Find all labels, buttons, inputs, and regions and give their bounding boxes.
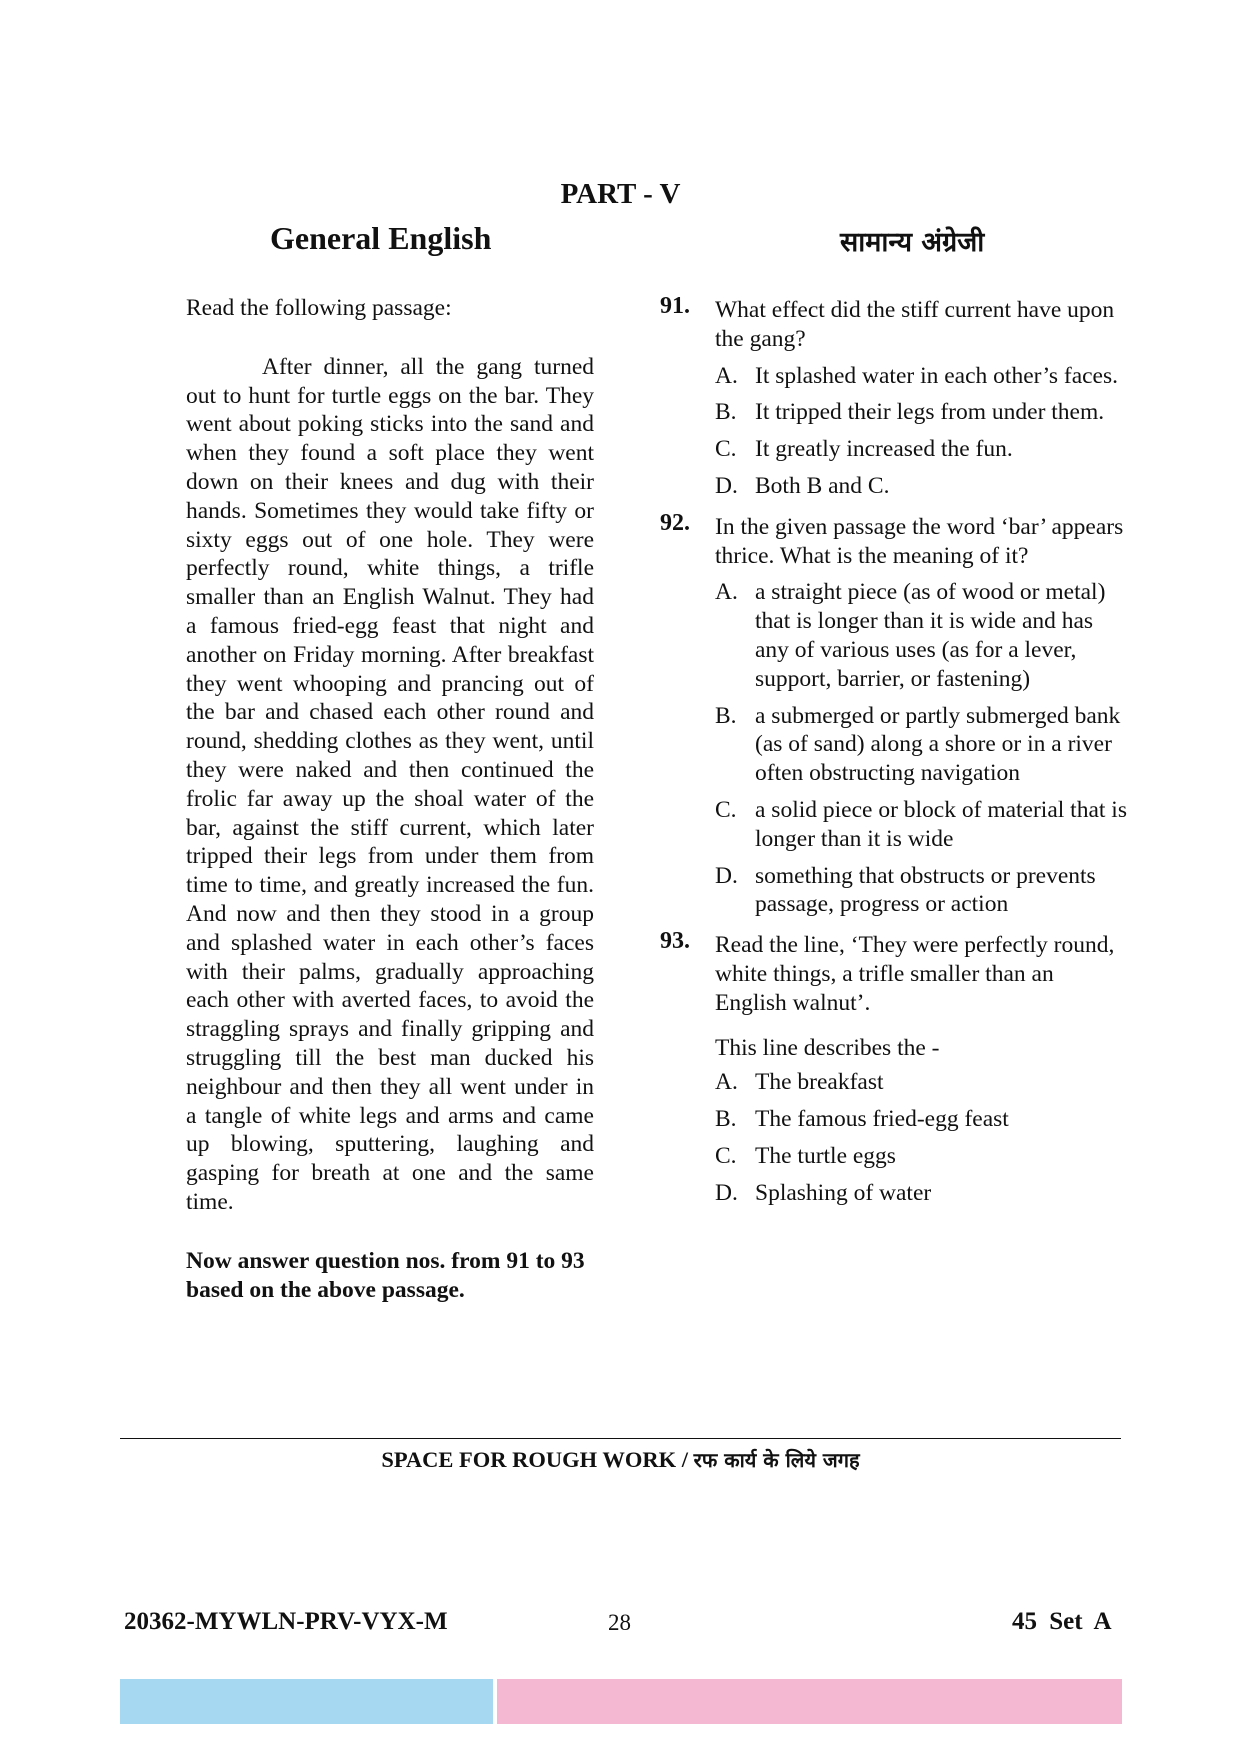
question-91 bbox=[660, 293, 1130, 501]
option-letter: A. bbox=[715, 1069, 738, 1096]
page-number: 28 bbox=[608, 1610, 631, 1635]
option-letter: D. bbox=[715, 1179, 738, 1206]
option-d bbox=[715, 1179, 1130, 1208]
question-number: 93. bbox=[660, 928, 690, 955]
question-93 bbox=[660, 928, 1130, 1207]
option-text: It splashed water in each other’s faces. bbox=[755, 362, 1119, 389]
option-letter: A. bbox=[715, 579, 738, 606]
option-b bbox=[715, 1105, 1130, 1134]
option-letter: D. bbox=[715, 472, 738, 499]
option-c bbox=[715, 1142, 1130, 1171]
section-heading-hindi: सामान्य अंग्रेजी bbox=[840, 227, 985, 258]
option-c bbox=[715, 796, 1130, 854]
passage-text: After dinner, all the gang turned out to hunt for turtle eggs on the bar. They went about poking sticks into the sand and when they found a soft place they went down on their knees and dug with their hands. Sometimes they would take fifty or sixty eggs out of one hole. They were perfectly round, white things, a trifle smaller than an English Walnut. They had a famous fried-egg feast that night and another on Friday morning. After breakfast they went whooping and prancing out of the bar and chased each other round and round, shedding clothes as they went, until they were naked and then continued the frolic far away up the shoal water of the bar, against the stiff current, which later tripped their legs from under them from time to time, and greatly increased the fun. And now and then they stood in a group and splashed water in each other’s faces with their palms, gradually approaching each other with averted faces, to avoid the straggling sprays and finally gripping and struggling till the best man ducked his neighbour and then they all went under in a tangle of white legs and arms and came up blowing, sputtering, laughing and gasping for breath at one and the same time. bbox=[186, 353, 594, 1215]
question-number: 92. bbox=[660, 509, 690, 536]
option-text: It tripped their legs from under them. bbox=[755, 399, 1105, 426]
option-letter: B. bbox=[715, 1106, 737, 1133]
option-text: Splashing of water bbox=[755, 1179, 932, 1206]
question-92 bbox=[660, 509, 1130, 919]
color-bar-pink bbox=[497, 1679, 1122, 1724]
option-text: a submerged or partly submerged bank (as of sand) along a shore or in a river often obstructing navigation bbox=[755, 702, 1121, 787]
option-letter: C. bbox=[715, 1142, 737, 1169]
divider bbox=[120, 1438, 1121, 1439]
questions-column bbox=[660, 293, 1130, 1220]
option-text: a straight piece (as of wood or metal) that is longer than it is wide and has any of various uses (as for a lever, support, barrier, or fastening) bbox=[755, 579, 1106, 692]
option-letter: A. bbox=[715, 362, 738, 389]
set-label: 45 Set A bbox=[1012, 1608, 1112, 1635]
option-text: a solid piece or block of material that is longer than it is wide bbox=[755, 796, 1127, 852]
option-text: Both B and C. bbox=[755, 472, 890, 499]
part-title: PART - V bbox=[560, 178, 681, 210]
option-letter: B. bbox=[715, 399, 737, 426]
option-a bbox=[715, 362, 1130, 391]
option-letter: D. bbox=[715, 862, 738, 889]
option-a bbox=[715, 1068, 1130, 1097]
option-text: The turtle eggs bbox=[755, 1142, 896, 1169]
question-text: What effect did the stiff current have upon the gang? bbox=[715, 297, 1115, 352]
color-bar-blue bbox=[120, 1679, 493, 1724]
option-letter: B. bbox=[715, 702, 737, 729]
rough-work-label-en: SPACE FOR ROUGH WORK / bbox=[381, 1447, 694, 1472]
option-d bbox=[715, 862, 1130, 920]
option-text: The famous fried-egg feast bbox=[755, 1106, 1009, 1133]
section-heading-english: General English bbox=[270, 220, 492, 256]
option-letter: C. bbox=[715, 796, 737, 823]
option-d bbox=[715, 472, 1130, 501]
option-text: The breakfast bbox=[755, 1069, 884, 1096]
paper-code: 20362-MYWLN-PRV-VYX-M bbox=[124, 1608, 448, 1635]
rough-work-label bbox=[0, 1446, 1241, 1473]
option-b bbox=[715, 702, 1130, 788]
question-number: 91. bbox=[660, 293, 690, 319]
passage-instruction: Now answer question nos. from 91 to 93 based on the above passage. bbox=[186, 1247, 585, 1303]
passage-intro: Read the following passage: bbox=[186, 295, 452, 321]
question-text: Read the line, ‘They were perfectly round, white things, a trifle smaller than an English walnut’. bbox=[715, 932, 1115, 1016]
option-a bbox=[715, 578, 1130, 693]
option-text: something that obstructs or prevents passage, progress or action bbox=[755, 862, 1096, 918]
option-letter: C. bbox=[715, 436, 737, 463]
option-text: It greatly increased the fun. bbox=[755, 436, 1013, 463]
option-b bbox=[715, 398, 1130, 427]
question-text: In the given passage the word ‘bar’ appears thrice. What is the meaning of it? bbox=[715, 513, 1124, 569]
option-c bbox=[715, 435, 1130, 464]
passage-column bbox=[186, 294, 594, 1304]
rough-work-label-hi: रफ कार्य के लिये जगह bbox=[693, 1448, 860, 1472]
question-subtext: This line describes the - bbox=[715, 1034, 940, 1061]
